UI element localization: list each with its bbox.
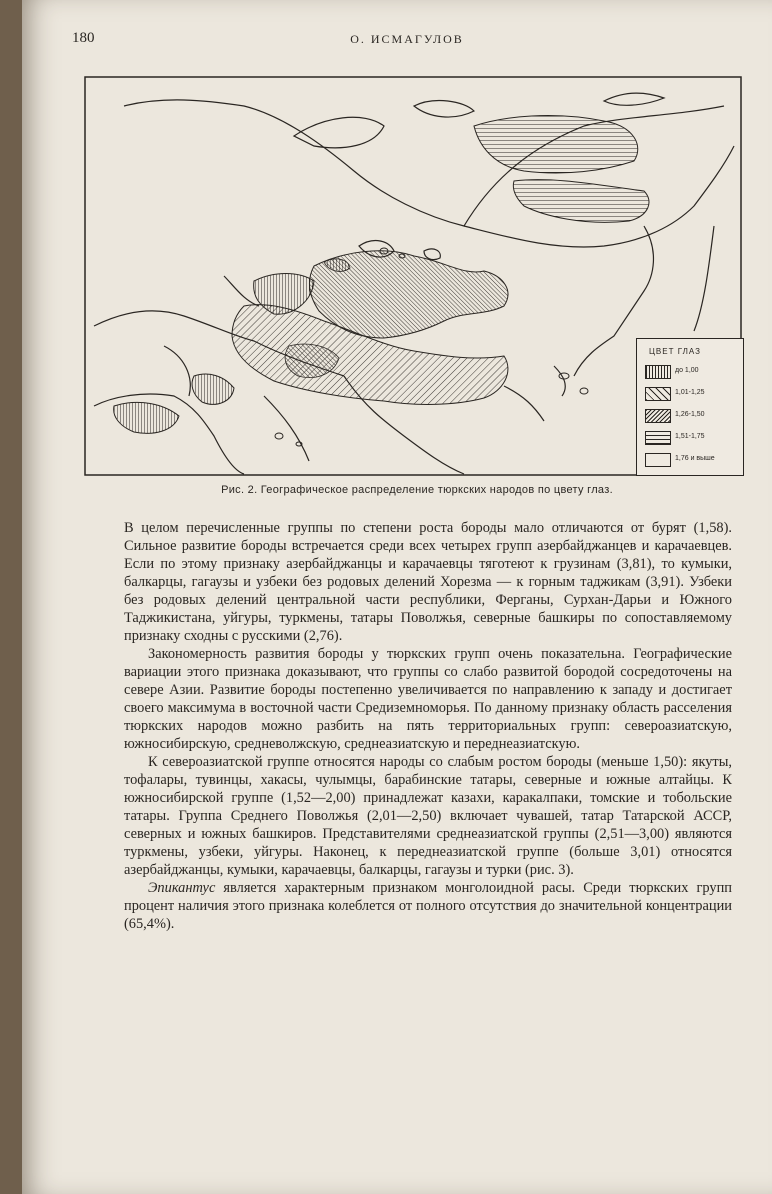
- running-head: О. ИСМАГУЛОВ: [350, 32, 464, 46]
- paragraph: К североазиатской группе относятся народы со слабым ростом бороды (меньше 1,50): якуты, тофалары, тувинцы, хакасы, чулымцы, барабинские татары, северные и южные алтайцы. К южносибирской группе (1,52—2,00) принадлежат казахи, каракалпаки, томские и тобольские татары. Группа Среднего Поволжья (2,01—2,50) включает чувашей, татар Татарской АССР, северных и южных башкиров. Представителями среднеазиатской группы (2,51—3,00) являются туркмены, узбеки, уйгуры. Наконец, к переднеазиатской группе (больше 3,01) относятся азербайджанцы, кумыки, карачаевцы, балкарцы, гагаузы и турки (рис. 3).: [124, 754, 732, 878]
- paragraph-text: является характерным признаком монголоидной расы. Среди тюркских групп процент наличия этого признака колеблется от полного отсутствия до значительной концентрации (65,4%).: [124, 880, 732, 932]
- legend-swatch: [645, 365, 671, 379]
- paragraph-epicanthus: [124, 879, 732, 933]
- map-legend: [636, 338, 744, 476]
- legend-item: [645, 387, 741, 403]
- body-text: [124, 519, 732, 933]
- figure-caption: Рис. 2. Географическое распределение тюркских народов по цвету глаз.: [221, 484, 613, 496]
- legend-swatch: [645, 453, 671, 467]
- legend-item: [645, 431, 741, 447]
- legend-swatch: [645, 387, 671, 401]
- legend-item: [645, 453, 741, 469]
- legend-label: 1,51-1,75: [675, 433, 705, 440]
- paragraph: Закономерность развития бороды у тюркских групп очень показательна. Географические вариации этого признака доказывают, что группы со слабо развитой бородой сосредоточены на севере Азии. Развитие бороды постепенно увеличивается по направлению к западу и достигает своего максимума в восточной части Средиземноморья. По данному признаку область расселения тюркских народов можно разбить на пять территориальных групп: североазиатскую, южносибирскую, средневолжскую, среднеазиатскую и переднеазиатскую.: [124, 646, 732, 752]
- map-region-west: [114, 374, 234, 433]
- page-number: 180: [72, 30, 95, 46]
- legend-label: до 1,00: [675, 367, 699, 374]
- figure-map: [84, 76, 742, 476]
- legend-item: [645, 409, 741, 425]
- book-page: [22, 0, 772, 1194]
- map-region-north-asia: [474, 116, 649, 223]
- legend-label: 1,26-1,50: [675, 411, 705, 418]
- legend-label: 1,76 и выше: [675, 455, 715, 462]
- legend-label: 1,01-1,25: [675, 389, 705, 396]
- legend-title: ЦВЕТ ГЛАЗ: [649, 347, 701, 356]
- paragraph: В целом перечисленные группы по степени роста бороды мало отличаются от бурят (1,58). Сильное развитие бороды встречается среди всех четырех групп азербайджанцев и карачаевцев. Если по этому признаку азербайджанцы и карачаевцы тяготеют к грузинам (3,81), то кумыки, балкарцы, гагаузы и узбеки без родовых делений Хорезма — к горным таджикам (3,91). Узбеки без родовых делений центральной части республики, Ферганы, Сурхан-Дарьи и Южного Таджикистана, уйгуры, туркмены, татары Поволжья, северные башкиры по сопоставляемому признаку сходны с русскими (2,76).: [124, 520, 732, 644]
- legend-swatch: [645, 409, 671, 423]
- legend-item: [645, 365, 741, 381]
- term-epicanthus: Эпикантус: [148, 880, 216, 896]
- page-header: [72, 30, 742, 54]
- legend-swatch: [645, 431, 671, 445]
